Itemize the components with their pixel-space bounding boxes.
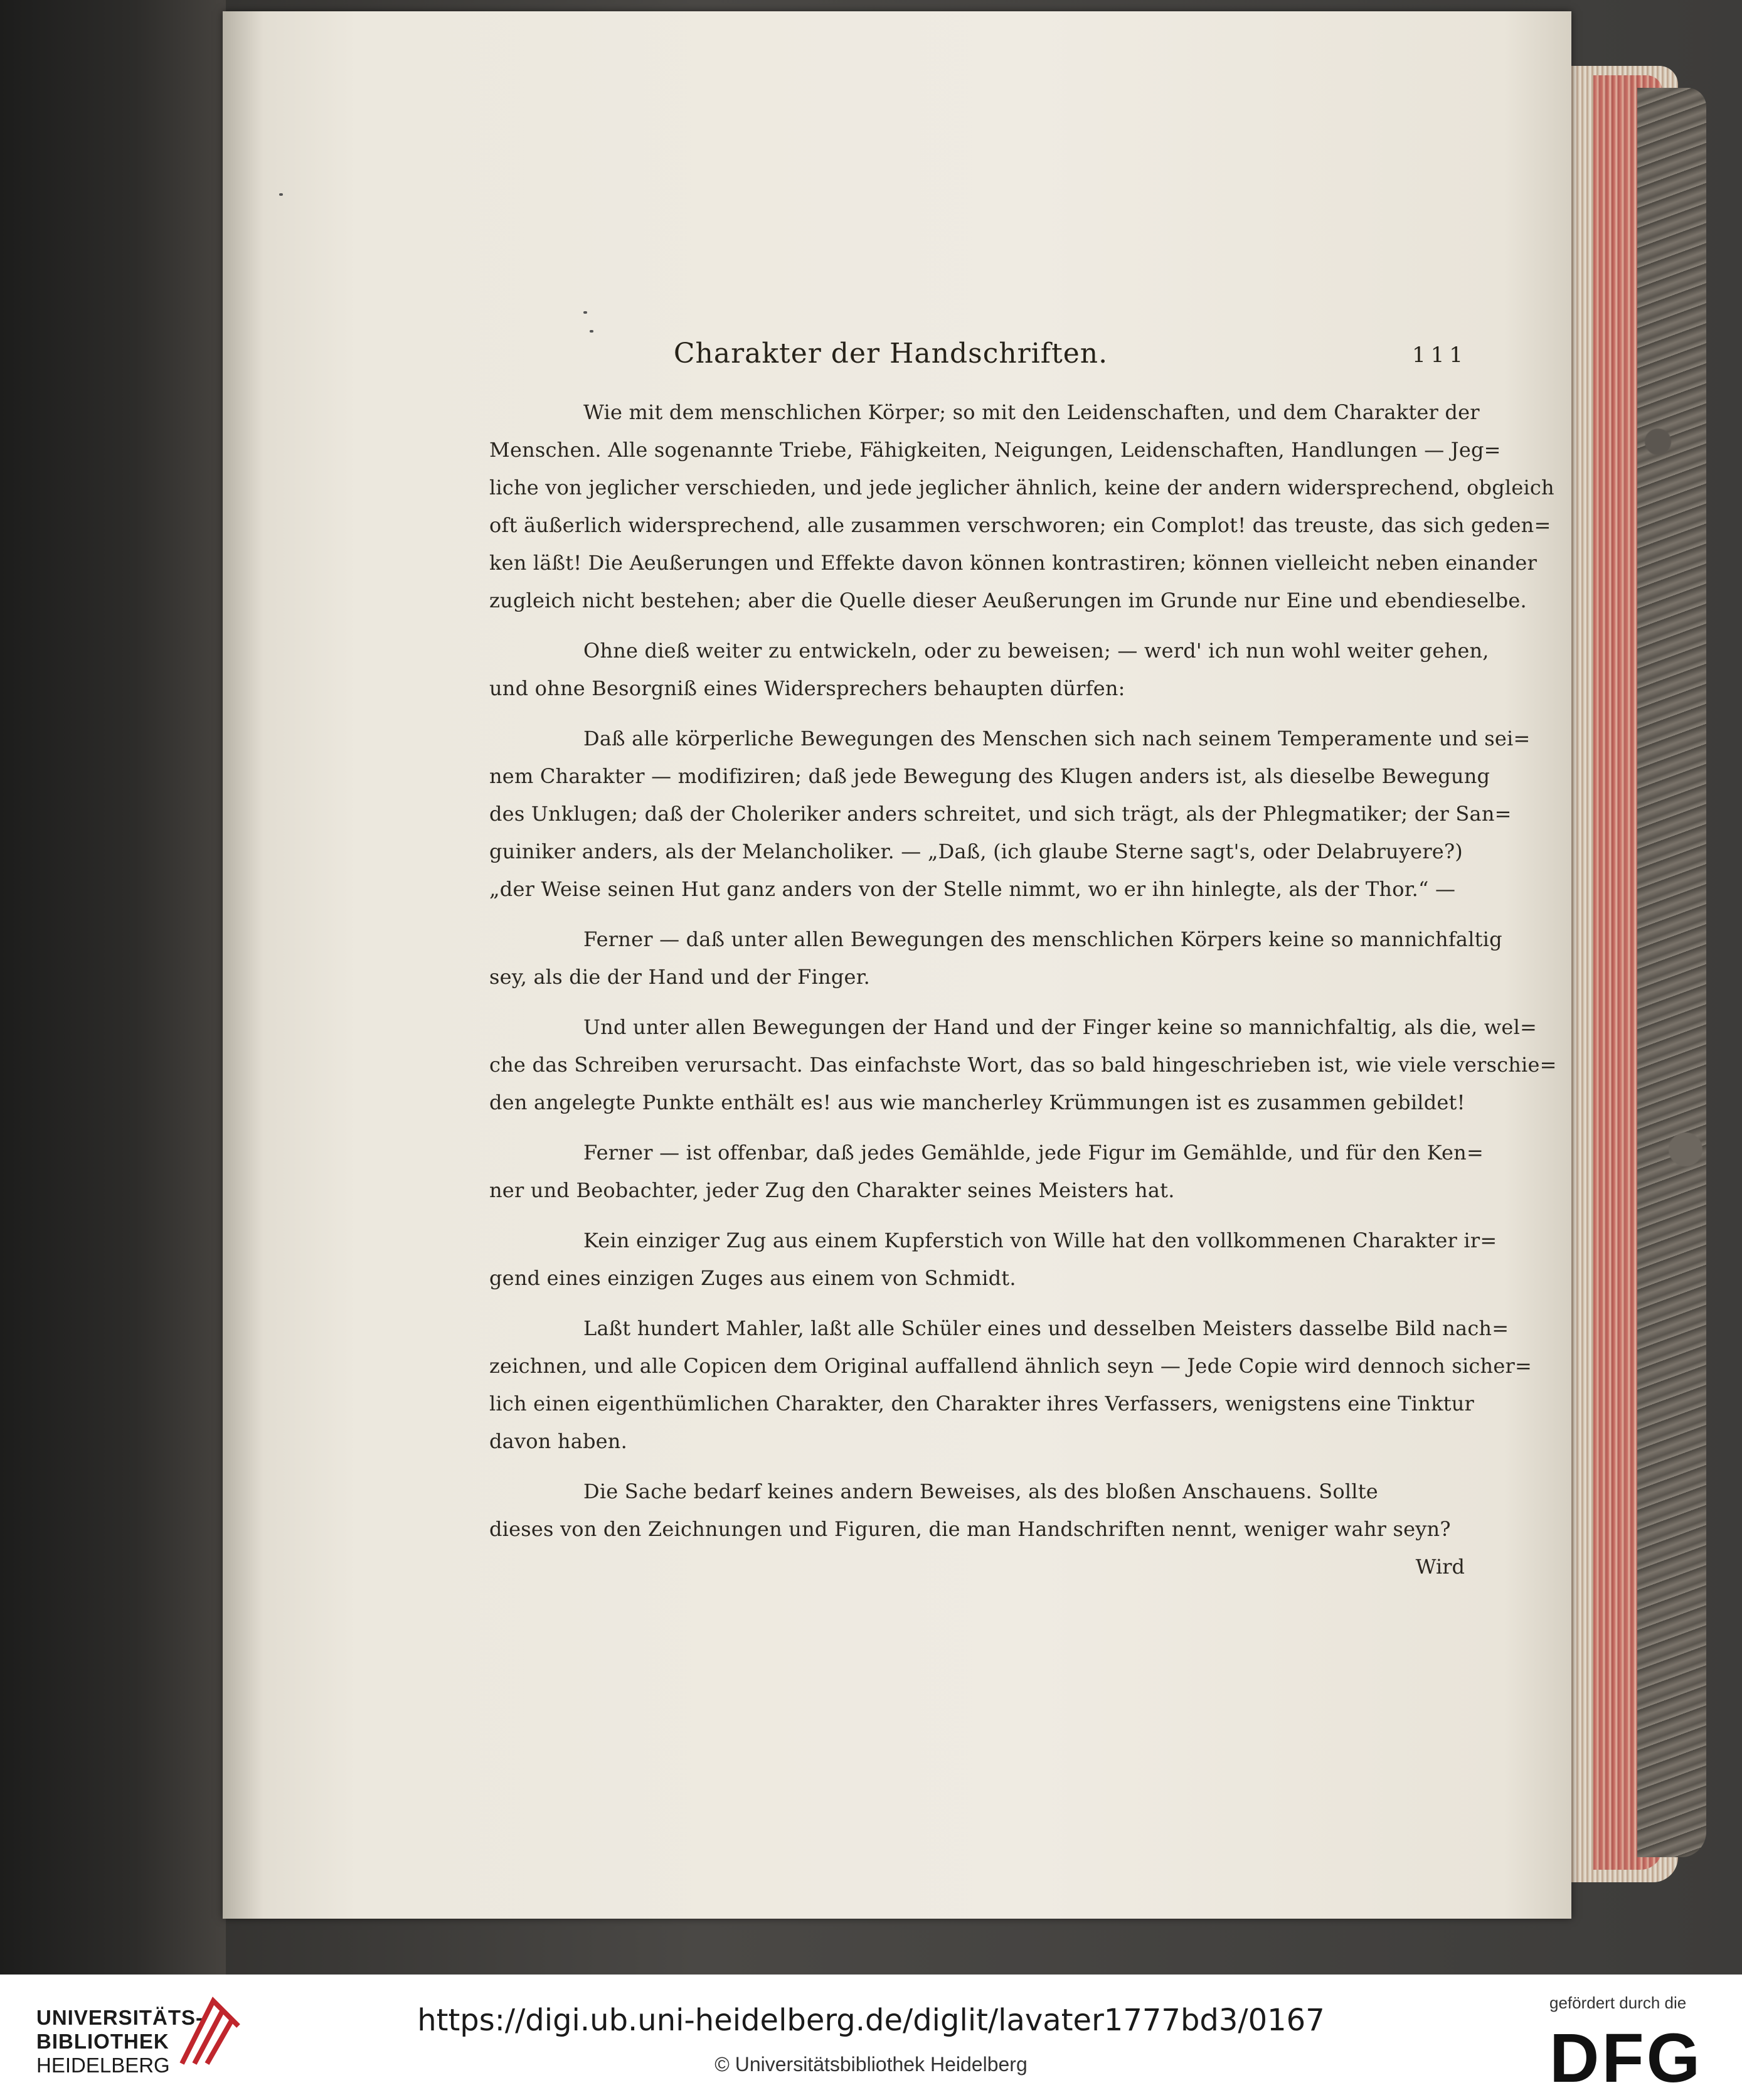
ink-speck xyxy=(590,330,593,333)
text-line: „der Weise seinen Hut ganz anders von der Stelle nimmt, wo er ihn hinlegte, als der Thor.“ — xyxy=(489,877,1456,901)
logo-line-3: HEIDELBERG xyxy=(36,2054,170,2077)
text-line: Ferner — ist offenbar, daß jedes Gemählde, jede Figur im Gemählde, und für den Ken= xyxy=(583,1141,1484,1165)
page-header xyxy=(577,338,1468,381)
running-title: Charakter der Handschriften. xyxy=(673,338,1108,370)
copyright-notice: © Universitätsbibliothek Heidelberg xyxy=(714,2053,1028,2076)
text-line: gend eines einzigen Zuges aus einem von Schmidt. xyxy=(489,1266,1016,1290)
text-line: den angelegte Punkte enthält es! aus wie mancherley Krümmungen ist es zusammen gebildet! xyxy=(489,1090,1465,1114)
dfg-logo: DFG xyxy=(1549,2020,1703,2097)
funding-caption: gefördert durch die xyxy=(1549,1993,1687,2012)
text-line: Ferner — daß unter allen Bewegungen des menschlichen Körpers keine so mannichfaltig xyxy=(583,927,1502,951)
footer-bar xyxy=(0,1975,1742,2100)
text-line: Ohne dieß weiter zu entwickeln, oder zu beweisen; — werd' ich nun wohl weiter gehen, xyxy=(583,639,1489,663)
logo-line-1: UNIVERSITÄTS- xyxy=(36,2006,204,2029)
text-line: nem Charakter — modifiziren; daß jede Bewegung des Klugen anders ist, als dieselbe Bewegung xyxy=(489,764,1490,788)
text-line: davon haben. xyxy=(489,1429,627,1453)
text-line: zugleich nicht bestehen; aber die Quelle dieser Aeußerungen im Grunde nur Eine und ebendieselbe. xyxy=(489,589,1527,612)
text-line: guiniker anders, als der Melancholiker. — „Daß, (ich glaube Sterne sagt's, oder Delabruyere?) xyxy=(489,839,1463,863)
marbled-cover-edge xyxy=(1637,88,1706,1857)
text-line: ner und Beobachter, jeder Zug den Charakter seines Meisters hat. xyxy=(489,1178,1175,1202)
text-line: Daß alle körperliche Bewegungen des Menschen sich nach seinem Temperamente und sei= xyxy=(583,727,1531,750)
text-line: Menschen. Alle sogenannte Triebe, Fähigkeiten, Neigungen, Leidenschaften, Handlungen — Jeg= xyxy=(489,438,1501,462)
page-number: 111 xyxy=(1412,343,1468,368)
permalink-url[interactable]: https://digi.ub.uni-heidelberg.de/diglit/lavater1777bd3/0167 xyxy=(417,2003,1325,2038)
logo-line-2: BIBLIOTHEK xyxy=(36,2030,169,2053)
text-line: liche von jeglicher verschieden, und jede jeglicher ähnlich, keine der andern widersprechend, obgleich xyxy=(489,476,1554,499)
text-line: Und unter allen Bewegungen der Hand und der Finger keine so mannichfaltig, als die, wel= xyxy=(583,1015,1538,1039)
text-line: Kein einziger Zug aus einem Kupferstich von Wille hat den vollkommenen Charakter ir= xyxy=(583,1229,1497,1252)
book-page xyxy=(223,11,1571,1919)
text-line: des Unklugen; daß der Choleriker anders schreitet, und sich trägt, als der Phlegmatiker; der San= xyxy=(489,802,1512,826)
catchword: Wird xyxy=(1415,1555,1465,1579)
text-line: und ohne Besorgniß eines Widersprechers behaupten dürfen: xyxy=(489,676,1125,700)
ink-speck xyxy=(583,311,587,314)
text-line: oft äußerlich widersprechend, alle zusammen verschworen; ein Complot! das treuste, das sich geden= xyxy=(489,513,1551,537)
text-line: zeichnen, und alle Copicen dem Original auffallend ähnlich seyn — Jede Copie wird dennoch sicher= xyxy=(489,1354,1532,1378)
text-line: dieses von den Zeichnungen und Figuren, die man Handschriften nennt, weniger wahr seyn? xyxy=(489,1517,1451,1541)
text-line: lich einen eigenthümlichen Charakter, den Charakter ihres Verfassers, wenigstens eine Tinktur xyxy=(489,1392,1475,1415)
ink-speck xyxy=(279,193,283,196)
text-line: sey, als die der Hand und der Finger. xyxy=(489,965,870,989)
text-line: Laßt hundert Mahler, laßt alle Schüler eines und desselben Meisters dasselbe Bild nach= xyxy=(583,1316,1509,1340)
book-binding-left xyxy=(0,0,226,1975)
text-line: che das Schreiben verursacht. Das einfachste Wort, das so bald hingeschrieben ist, wie viele verschie= xyxy=(489,1053,1557,1077)
text-line: ken läßt! Die Aeußerungen und Effekte davon können kontrastiren; können vielleicht neben einander xyxy=(489,551,1538,575)
text-line: Die Sache bedarf keines andern Beweises, als des bloßen Anschauens. Sollte xyxy=(583,1479,1378,1503)
text-line: Wie mit dem menschlichen Körper; so mit den Leidenschaften, und dem Charakter der xyxy=(583,400,1480,424)
